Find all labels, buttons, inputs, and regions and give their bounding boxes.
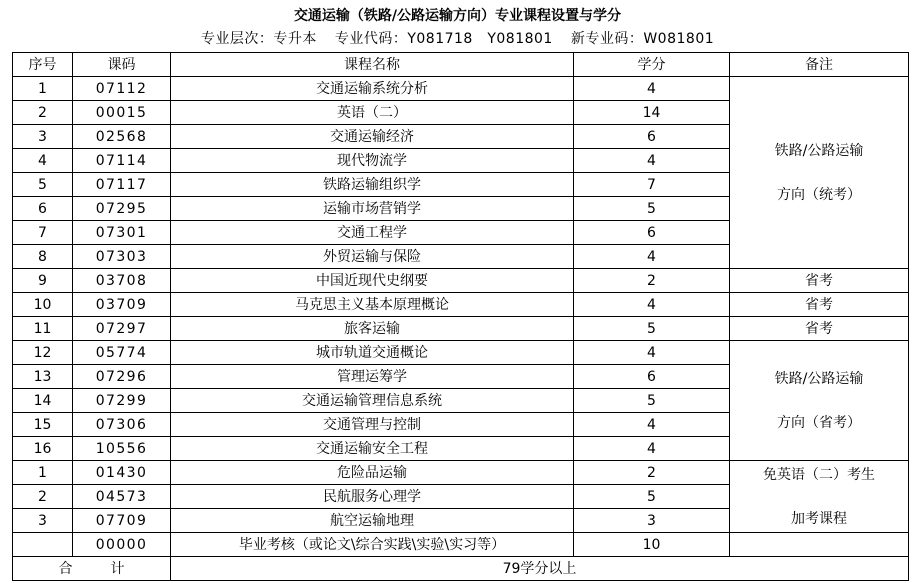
row-name: 现代物流学	[171, 149, 574, 173]
row-code: 05774	[73, 341, 171, 365]
row-code: 00000	[73, 533, 171, 557]
page-subtitle	[0, 29, 915, 49]
remark-line: 方向（省考）	[777, 414, 861, 431]
row-seq: 16	[13, 437, 73, 461]
row-seq: 12	[13, 341, 73, 365]
table-row	[13, 533, 909, 557]
row-seq: 11	[13, 317, 73, 341]
remark-provincial: 省考	[730, 317, 909, 341]
row-credit: 5	[574, 485, 730, 509]
subtitle-code: 专业代码：Y081718 Y081801	[334, 31, 553, 47]
row-name: 交通管理与控制	[171, 413, 574, 437]
row-seq: 5	[13, 173, 73, 197]
row-name: 英语（二）	[171, 101, 574, 125]
row-seq: 15	[13, 413, 73, 437]
remark-group-provincial	[730, 341, 909, 461]
row-code: 07303	[73, 245, 171, 269]
row-seq: 7	[13, 221, 73, 245]
row-credit: 10	[574, 533, 730, 557]
row-seq: 2	[13, 485, 73, 509]
row-seq: 2	[13, 101, 73, 125]
remark-provincial: 省考	[730, 269, 909, 293]
header-seq: 序号	[13, 53, 73, 77]
table-row	[13, 461, 909, 485]
row-seq: 13	[13, 365, 73, 389]
row-credit: 4	[574, 413, 730, 437]
remark-line: 铁路/公路运输	[774, 370, 864, 387]
row-code: 07299	[73, 389, 171, 413]
row-name: 交通工程学	[171, 221, 574, 245]
row-credit: 2	[574, 269, 730, 293]
header-name: 课程名称	[171, 53, 574, 77]
row-name: 运输市场营销学	[171, 197, 574, 221]
row-code: 04573	[73, 485, 171, 509]
row-code: 07297	[73, 317, 171, 341]
row-code: 07301	[73, 221, 171, 245]
row-name: 航空运输地理	[171, 509, 574, 533]
row-code: 07295	[73, 197, 171, 221]
row-code: 07112	[73, 77, 171, 101]
header-remark: 备注	[730, 53, 909, 77]
row-credit: 3	[574, 509, 730, 533]
row-name: 毕业考核（或论文\综合实践\实验\实习等）	[171, 533, 574, 557]
table-row	[13, 269, 909, 293]
table-header-row	[13, 53, 909, 77]
row-code: 00015	[73, 101, 171, 125]
row-name: 交通运输管理信息系统	[171, 389, 574, 413]
row-credit: 6	[574, 221, 730, 245]
row-seq: 6	[13, 197, 73, 221]
row-seq: 1	[13, 77, 73, 101]
row-seq: 10	[13, 293, 73, 317]
row-seq: 4	[13, 149, 73, 173]
row-name: 城市轨道交通概论	[171, 341, 574, 365]
row-name: 马克思主义基本原理概论	[171, 293, 574, 317]
row-seq: 14	[13, 389, 73, 413]
row-credit: 6	[574, 125, 730, 149]
row-seq: 3	[13, 509, 73, 533]
row-seq	[13, 533, 73, 557]
remark-line: 免英语（二）考生	[763, 466, 875, 483]
row-credit: 6	[574, 365, 730, 389]
row-credit: 4	[574, 437, 730, 461]
row-seq: 1	[13, 461, 73, 485]
total-row	[13, 557, 909, 581]
row-name: 危险品运输	[171, 461, 574, 485]
row-name: 交通运输安全工程	[171, 437, 574, 461]
row-credit: 4	[574, 149, 730, 173]
remark-group-unified	[730, 77, 909, 269]
header-credit: 学分	[574, 53, 730, 77]
row-credit: 4	[574, 293, 730, 317]
row-credit: 4	[574, 341, 730, 365]
row-code: 01430	[73, 461, 171, 485]
remark-line: 加考课程	[791, 510, 847, 527]
row-credit: 2	[574, 461, 730, 485]
row-code: 07296	[73, 365, 171, 389]
row-code: 07114	[73, 149, 171, 173]
remark-empty	[730, 533, 909, 557]
table-row	[13, 293, 909, 317]
row-credit: 14	[574, 101, 730, 125]
table-row	[13, 77, 909, 101]
course-table	[12, 52, 909, 581]
row-name: 交通运输经济	[171, 125, 574, 149]
row-seq: 3	[13, 125, 73, 149]
row-code: 02568	[73, 125, 171, 149]
remark-group-extra	[730, 461, 909, 533]
table-row	[13, 341, 909, 365]
row-credit: 4	[574, 77, 730, 101]
total-value: 79学分以上	[171, 557, 909, 581]
row-code: 10556	[73, 437, 171, 461]
subtitle-new-code: 新专业码：W081801	[570, 31, 715, 47]
subtitle-level: 专业层次：专升本	[200, 31, 317, 47]
row-code: 03708	[73, 269, 171, 293]
row-credit: 5	[574, 389, 730, 413]
row-code: 07306	[73, 413, 171, 437]
page-title: 交通运输（铁路/公路运输方向）专业课程设置与学分	[293, 8, 622, 24]
row-name: 外贸运输与保险	[171, 245, 574, 269]
row-name: 铁路运输组织学	[171, 173, 574, 197]
row-name: 民航服务心理学	[171, 485, 574, 509]
row-seq: 9	[13, 269, 73, 293]
row-code: 07117	[73, 173, 171, 197]
header-code: 课码	[73, 53, 171, 77]
row-name: 管理运筹学	[171, 365, 574, 389]
row-code: 03709	[73, 293, 171, 317]
remark-line: 方向（统考）	[777, 186, 861, 203]
remark-provincial: 省考	[730, 293, 909, 317]
remark-line: 铁路/公路运输	[774, 142, 864, 159]
row-name: 旅客运输	[171, 317, 574, 341]
row-name: 中国近现代史纲要	[171, 269, 574, 293]
row-credit: 5	[574, 317, 730, 341]
row-credit: 7	[574, 173, 730, 197]
row-credit: 5	[574, 197, 730, 221]
row-credit: 4	[574, 245, 730, 269]
row-seq: 8	[13, 245, 73, 269]
total-label: 合 计	[13, 557, 171, 581]
table-row	[13, 317, 909, 341]
row-name: 交通运输系统分析	[171, 77, 574, 101]
row-code: 07709	[73, 509, 171, 533]
